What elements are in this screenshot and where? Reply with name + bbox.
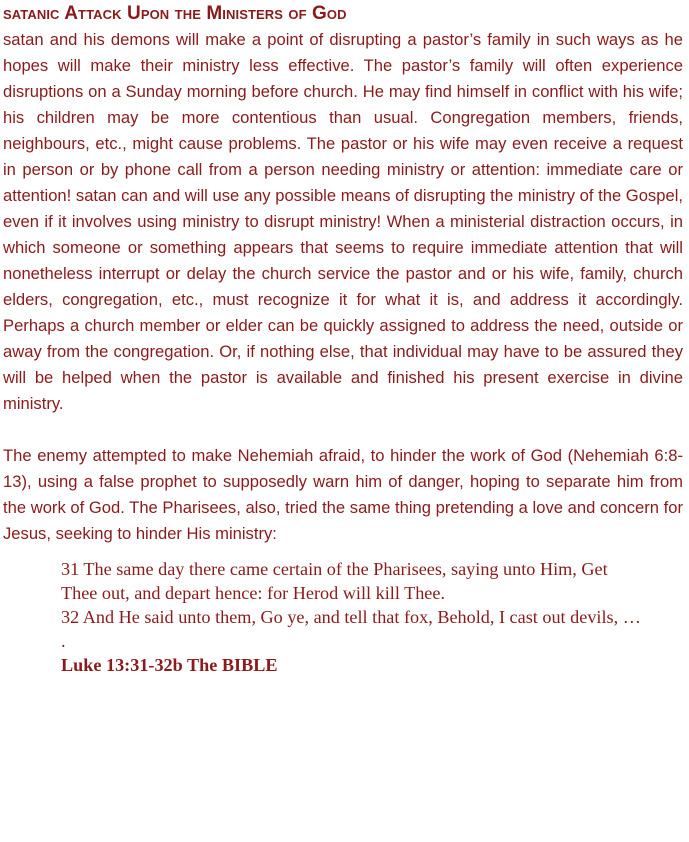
verse-31: 31 The same day there came certain of the Pharisees, saying unto Him, Get Thee out, and depart hence: for Herod will kill Thee. xyxy=(61,559,608,603)
body-paragraph-2: The enemy attempted to make Nehemiah afraid, to hinder the work of God (Nehemiah 6:8-13), using a false prophet to supposedly warn him of danger, hoping to separate him from the work of God. The Pharisees, also, tried the same thing pretending a love and concern for Jesus, seeking to hinder His ministry: xyxy=(3,446,683,543)
section-heading: satanic Attack Upon the Ministers of God xyxy=(3,3,347,24)
scripture-citation: Luke 13:31-32b The BIBLE xyxy=(61,655,278,675)
body-paragraph-1: satan and his demons will make a point of disrupting a pastor’s family in such ways as he hopes will make their ministry less effective. The pastor’s family will often experience disruptions on a Sunday morning before church. He may find himself in conflict with his wife; his children may be more contentious than usual. Congregation members, friends, neighbours, etc., might cause problems. The pastor or his wife may even receive a request in person or by phone call from a person needing ministry or attention: immediate care or attention! satan can and will use any possible means of disrupting the ministry of the Gospel, even if it involves using ministry to disrupt ministry! When a ministerial distraction occurs, in which someone or something appears that seems to require immediate attention that will nonetheless interrupt or delay the church service the pastor and or his wife, family, church elders, congregation, etc., must recognize it for what it is, and address it accordingly. Perhaps a church member or elder can be quickly assigned to address the need, outside or away from the congregation. Or, if nothing else, that individual may have to be assured they will be helped when the pastor is available and finished his present exercise in divine ministry. xyxy=(3,30,683,413)
scripture-quote xyxy=(61,557,641,677)
paragraph-spacer xyxy=(3,417,683,443)
verse-32: 32 And He said unto them, Go ye, and tell that fox, Behold, I cast out devils, … . xyxy=(61,607,641,651)
document-page xyxy=(3,0,683,677)
